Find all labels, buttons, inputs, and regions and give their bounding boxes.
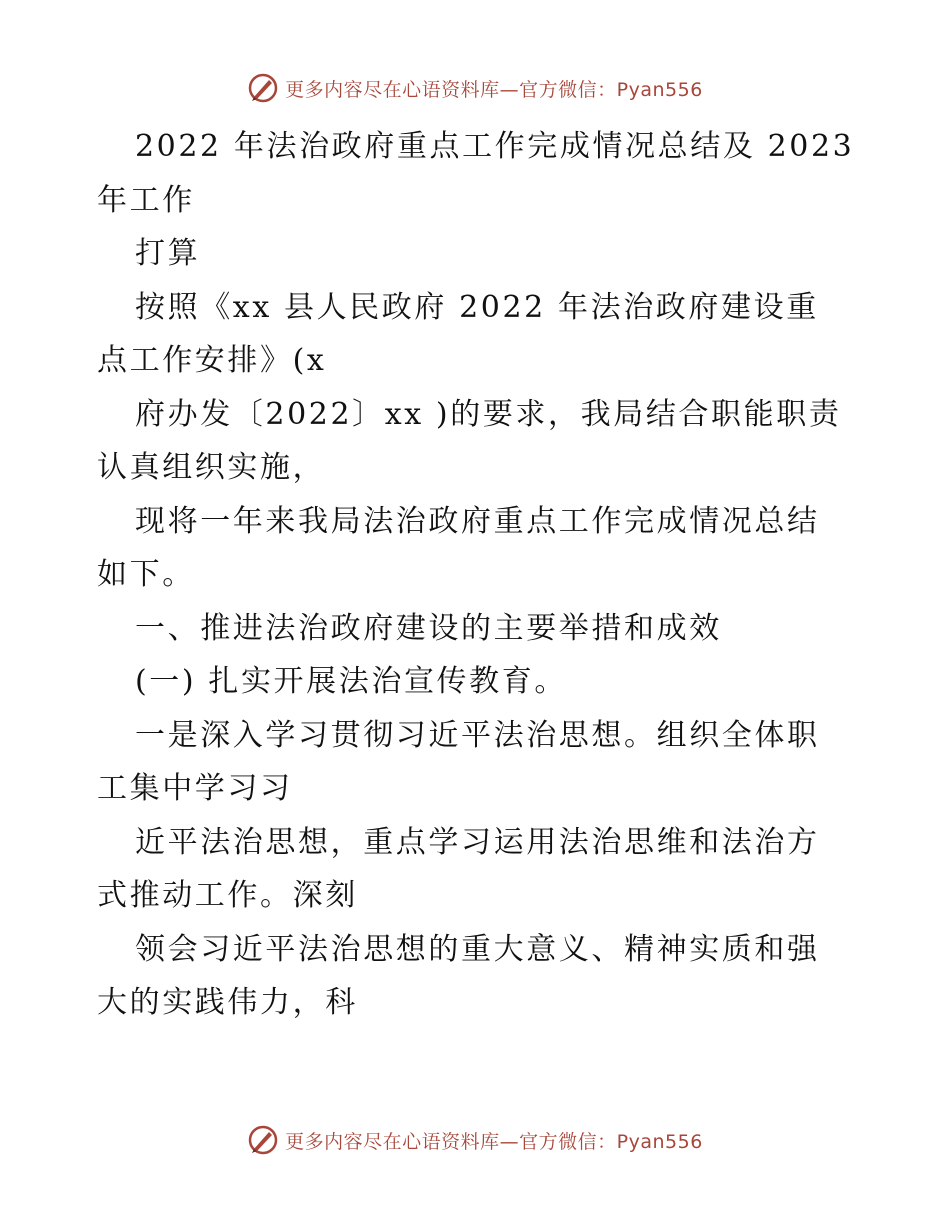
text-line-17: 大的实践伟力，科 <box>97 985 358 1020</box>
text-line-4: 按照《xx 县人民政府 2022 年法治政府建设重 <box>135 289 819 325</box>
footer-watermark <box>0 1124 950 1156</box>
text-line-1: 2022 年法治政府重点工作完成情况总结及 2023 <box>135 129 855 164</box>
text-line-7: 认真组织实施， <box>97 450 326 485</box>
pen-logo-icon <box>247 72 279 104</box>
text-line-6: 府办发〔2022〕xx )的要求，我局结合职能职责 <box>135 396 842 432</box>
text-line-15: 式推动工作。深刻 <box>97 878 358 913</box>
text-line-5: 点工作安排》(x <box>97 343 327 378</box>
text-line-13: 工集中学习习 <box>97 771 293 806</box>
text-line-14: 近平法治思想，重点学习运用法治思维和法治方 <box>135 824 820 860</box>
text-line-3: 打算 <box>135 236 201 271</box>
text-line-16: 领会习近平法治思想的重大意义、精神实质和强 <box>135 931 820 967</box>
text-line-9: 如下。 <box>97 557 195 592</box>
document-body <box>97 120 857 1030</box>
header-watermark <box>0 72 950 104</box>
text-line-10: 一、推进法治政府建设的主要举措和成效 <box>135 610 722 646</box>
text-line-2: 年工作 <box>97 182 195 218</box>
text-line-11: (一) 扎实开展法治宣传教育。 <box>135 664 567 699</box>
text-line-12: 一是深入学习贯彻习近平法治思想。组织全体职 <box>135 717 820 753</box>
pen-logo-icon <box>247 1124 279 1156</box>
header-watermark-text: 更多内容尽在心语资料库—官方微信：Pyan556 <box>285 78 703 101</box>
text-line-8: 现将一年来我局法治政府重点工作完成情况总结 <box>135 503 820 539</box>
footer-watermark-text: 更多内容尽在心语资料库—官方微信：Pyan556 <box>285 1130 703 1153</box>
